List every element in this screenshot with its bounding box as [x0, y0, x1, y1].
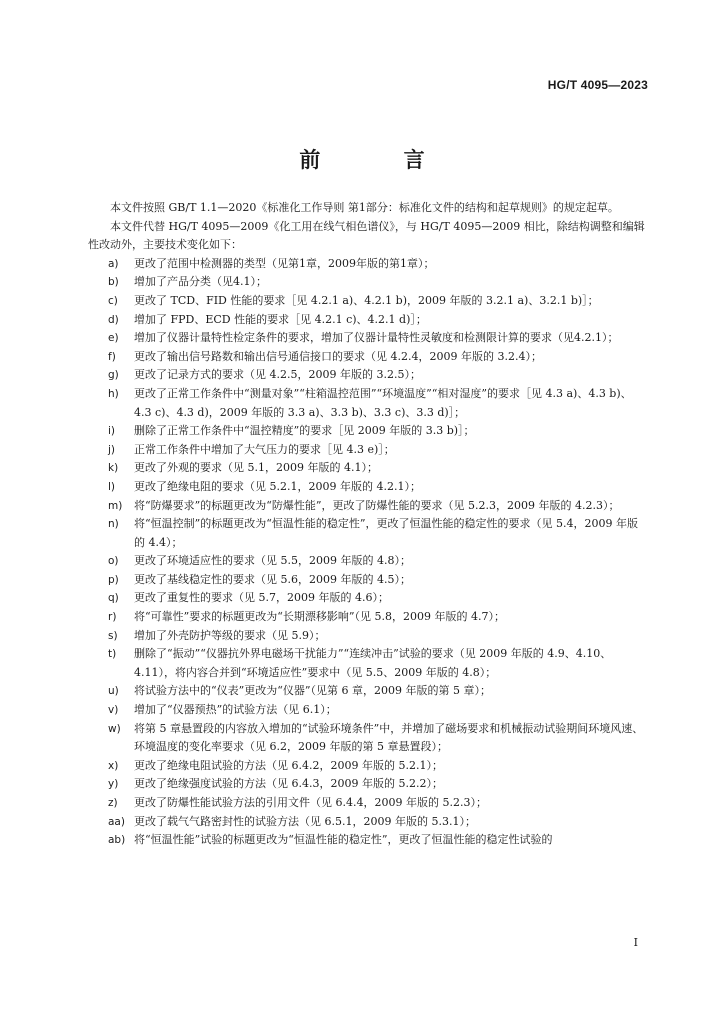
list-item-text: 增加了产品分类（见4.1）； — [134, 275, 267, 289]
list-item-text: 更改了重复性的要求（见 5.7，2009 年版的 4.6）； — [134, 591, 389, 605]
list-item-marker: u) — [108, 685, 119, 698]
list-item — [88, 831, 648, 850]
list-item — [88, 701, 648, 720]
list-item-marker: p) — [108, 573, 119, 586]
list-item-text: 正常工作条件中增加了大气压力的要求［见 4.3 e)］； — [134, 442, 395, 456]
list-item — [88, 608, 648, 627]
list-item — [88, 552, 648, 571]
list-item-text: 更改了范围中检测器的类型（见第1章，2009年版的第1章）； — [134, 256, 435, 270]
list-item-text: 增加了“仪器预热”的试验方法（见 6.1）； — [134, 703, 337, 717]
list-item-marker: v) — [108, 704, 119, 717]
list-item-text: 更改了 TCD、FID 性能的要求［见 4.2.1 a)、4.2.1 b)，2009 年版的 3.2.1 a)、3.2.1 b)］； — [134, 293, 599, 307]
list-item — [88, 385, 648, 422]
list-item-text: 将“恒温性能”试验的标题更改为“恒温性能的稳定性”，更改了恒温性能的稳定性试验的 — [134, 833, 553, 847]
list-item — [88, 329, 648, 348]
list-item-text: 删除了“振动”“仪器抗外界电磁场干扰能力”“连续冲击”试验的要求（见 2009 年版的 4.9、4.10、4.11），将内容合并到“环境适应性”要求中（见 5.5、2009 年版的 4.8）； — [134, 647, 612, 679]
paragraph: 本文件代替 HG/T 4095—2009《化工用在线气相色谱仪》，与 HG/T 4095—2009 相比，除结构调整和编辑性改动外，主要技术变化如下： — [88, 219, 645, 252]
list-item — [88, 627, 648, 646]
list-item — [88, 459, 648, 478]
list-item-text: 更改了记录方式的要求（见 4.2.5，2009 年版的 3.2.5）； — [134, 368, 421, 382]
list-item-marker: w) — [108, 722, 121, 735]
list-item-marker: aa) — [108, 815, 125, 828]
list-item — [88, 571, 648, 590]
page-number: I — [633, 936, 638, 949]
list-item-text: 更改了正常工作条件中“测量对象”“柱箱温控范围”“环境温度”“相对湿度”的要求［见 4.3 a)、4.3 b)、4.3 c)、4.3 d)，2009 年版的 3.3 a)、3.3 b)、3.3 c)、3.3 d)］； — [134, 386, 632, 419]
list-item-marker: f) — [108, 350, 116, 363]
list-item-text: 更改了绝缘电阻的要求（见 5.2.1，2009 年版的 4.2.1）； — [134, 479, 421, 493]
list-item-marker: x) — [108, 759, 119, 772]
list-item — [88, 775, 648, 794]
list-item-text: 将第 5 章悬置段的内容放入增加的“试验环境条件”中，并增加了磁场要求和机械振动试验期间环境风速、环境温度的变化率要求（见 6.2，2009 年版的第 5 章悬置段）； — [134, 721, 644, 754]
list-item — [88, 813, 648, 832]
list-item-text: 增加了仪器计量特性检定条件的要求，增加了仪器计量特性灵敏度和检测限计算的要求（见4.2.1）； — [134, 331, 619, 345]
page-title: 前 言 — [299, 148, 463, 172]
list-item — [88, 794, 648, 813]
list-item-marker: o) — [108, 555, 119, 568]
list-item-marker: b) — [108, 276, 119, 289]
list-item-marker: e) — [108, 332, 119, 345]
list-item-marker: c) — [108, 294, 118, 307]
list-item — [88, 497, 648, 516]
list-item-marker: j) — [108, 443, 116, 456]
list-item-marker: a) — [108, 257, 119, 270]
list-item-marker: i) — [108, 425, 116, 438]
list-item-text: 更改了基线稳定性的要求（见 5.6，2009 年版的 4.5）； — [134, 572, 411, 586]
list-item-text: 更改了载气气路密封性的试验方法（见 6.5.1，2009 年版的 5.3.1）； — [134, 814, 476, 828]
list-item — [88, 515, 648, 552]
list-item-marker: ab) — [108, 834, 126, 847]
list-item — [88, 292, 648, 311]
list-item-text: 删除了正常工作条件中“温控精度”的要求［见 2009 年版的 3.3 b)］； — [134, 424, 475, 438]
list-item-text: 将“防爆要求”的标题更改为“防爆性能”，更改了防爆性能的要求（见 5.2.3，2009 年版的 4.2.3）； — [134, 498, 620, 512]
list-item-marker: z) — [108, 797, 118, 809]
list-item-marker: k) — [108, 462, 119, 475]
list-item-marker: y) — [108, 778, 119, 791]
document-body — [88, 199, 648, 850]
list-item-text: 更改了防爆性能试验方法的引用文件（见 6.4.4，2009 年版的 5.2.3）； — [134, 796, 487, 809]
list-item-marker: n) — [108, 518, 119, 531]
list-item-marker: l) — [108, 480, 116, 493]
list-item-text: 更改了外观的要求（见 5.1，2009 年版的 4.1）； — [134, 461, 378, 475]
paragraph: 本文件按照 GB/T 1.1—2020《标准化工作导则 第1部分：标准化文件的结构和起草规则》的规定起草。 — [110, 201, 619, 214]
list-item — [88, 311, 648, 330]
list-item-marker: h) — [108, 387, 119, 400]
list-item — [88, 589, 648, 608]
list-item — [88, 422, 648, 441]
change-list — [88, 255, 648, 850]
standard-number: HG/T 4095—2023 — [547, 78, 648, 92]
list-item-text: 更改了环境适应性的要求（见 5.5，2009 年版的 4.8）； — [134, 554, 411, 568]
list-item — [88, 441, 648, 460]
list-item-text: 更改了输出信号路数和输出信号通信接口的要求（见 4.2.4，2009 年版的 3.2.4）； — [134, 349, 542, 363]
list-item-marker: t) — [108, 648, 117, 661]
list-item-text: 增加了外壳防护等级的要求（见 5.9）； — [134, 628, 326, 642]
list-item-text: 将“恒温控制”的标题更改为“恒温性能的稳定性”，更改了恒温性能的稳定性的要求（见 5.4，2009 年版的 4.4）； — [134, 517, 638, 549]
list-item — [88, 757, 648, 776]
list-item-marker: g) — [108, 369, 119, 382]
list-item-text: 更改了绝缘强度试验的方法（见 6.4.3，2009 年版的 5.2.2）； — [134, 777, 443, 791]
list-item — [88, 720, 648, 757]
list-item-marker: q) — [108, 592, 119, 605]
list-item — [88, 366, 648, 385]
list-item — [88, 273, 648, 292]
list-item — [88, 255, 648, 274]
list-item-marker: r) — [108, 611, 117, 624]
list-item-text: 将试验方法中的“仪表”更改为“仪器”（见第 6 章，2009 年版的第 5 章）； — [134, 684, 491, 698]
list-item — [88, 348, 648, 367]
list-item-text: 更改了绝缘电阻试验的方法（见 6.4.2，2009 年版的 5.2.1）； — [134, 758, 443, 772]
list-item-marker: s) — [108, 629, 118, 642]
list-item — [88, 682, 648, 701]
list-item-marker: d) — [108, 313, 119, 326]
list-item — [88, 478, 648, 497]
list-item-marker: m) — [108, 499, 123, 512]
list-item-text: 将“可靠性”要求的标题更改为“长期漂移影响”（见 5.8，2009 年版的 4.7）； — [134, 610, 505, 624]
list-item-text: 增加了 FPD、ECD 性能的要求［见 4.2.1 c)、4.2.1 d)］； — [134, 312, 427, 326]
list-item — [88, 645, 648, 682]
